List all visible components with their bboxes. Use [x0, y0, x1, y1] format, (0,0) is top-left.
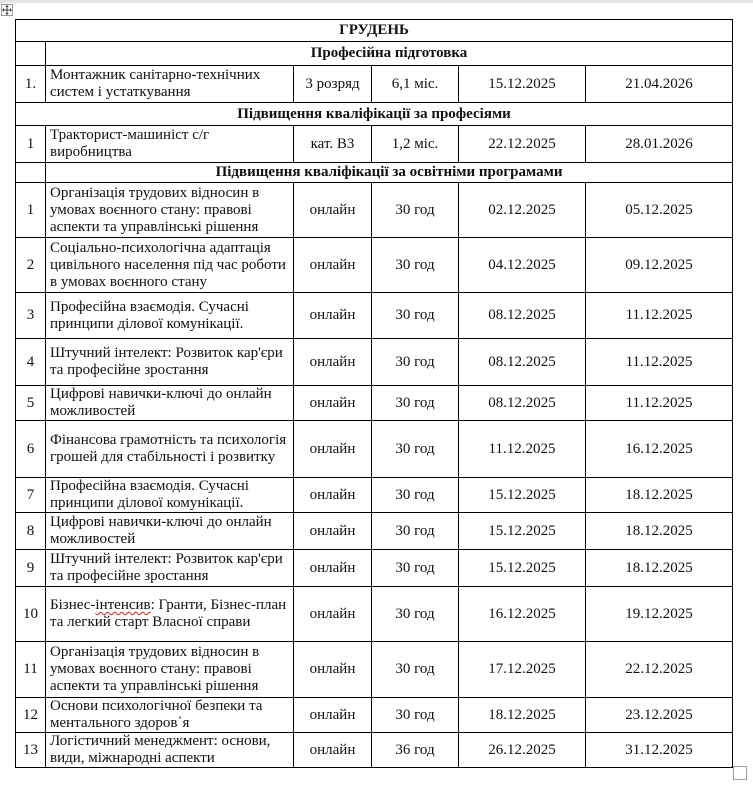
- course-name-suffix: : Гранти, Бізнес-план та легкий старт Власної справи: [50, 597, 287, 630]
- end-date: 11.12.2025: [586, 386, 733, 421]
- course-type: онлайн: [294, 183, 372, 238]
- table-row: [16, 386, 733, 421]
- section-title: Підвищення кваліфікації за професіями: [16, 103, 733, 126]
- course-type: онлайн: [294, 478, 372, 513]
- row-number: 13: [16, 733, 46, 768]
- section-title: Професійна підготовка: [46, 42, 733, 66]
- course-name: Монтажник санітарно-технічних систем і устаткування: [46, 66, 294, 103]
- schedule-table: [15, 19, 733, 768]
- course-type: онлайн: [294, 293, 372, 339]
- end-date: 28.01.2026: [586, 126, 733, 163]
- start-date: 15.12.2025: [459, 66, 586, 103]
- course-duration: 36 год: [372, 733, 459, 768]
- course-type: кат. В3: [294, 126, 372, 163]
- start-date: 04.12.2025: [459, 238, 586, 293]
- row-number: 1: [16, 183, 46, 238]
- table-row: [16, 733, 733, 768]
- table-row: [16, 513, 733, 550]
- course-name: [46, 587, 294, 642]
- course-name: Соціально-психологічна адаптація цивільного населення під час роботи в умовах воєнного стану: [46, 238, 294, 293]
- course-name: Професійна взаємодія. Сучасні принципи ділової комунікації.: [46, 293, 294, 339]
- course-duration: 30 год: [372, 642, 459, 698]
- table-row: [16, 478, 733, 513]
- course-name: Цифрові навички-ключі до онлайн можливостей: [46, 513, 294, 550]
- row-number: 6: [16, 421, 46, 478]
- course-duration: 30 год: [372, 478, 459, 513]
- start-date: 15.12.2025: [459, 478, 586, 513]
- month-header-row: [16, 20, 733, 42]
- start-date: 22.12.2025: [459, 126, 586, 163]
- course-name: Штучний інтелект: Розвиток кар'єри та професійне зростання: [46, 550, 294, 587]
- section-number-cell: [16, 163, 46, 183]
- table-row: [16, 183, 733, 238]
- row-number: 2: [16, 238, 46, 293]
- course-name: Фінансова грамотність та психологія грошей для стабільності і розвитку: [46, 421, 294, 478]
- start-date: 26.12.2025: [459, 733, 586, 768]
- table-row: [16, 587, 733, 642]
- table-row: [16, 238, 733, 293]
- course-type: онлайн: [294, 698, 372, 733]
- course-duration: 30 год: [372, 386, 459, 421]
- course-type: онлайн: [294, 513, 372, 550]
- spellcheck-flagged-word[interactable]: інтенсив: [95, 597, 151, 613]
- course-duration: 30 год: [372, 550, 459, 587]
- section-number-cell: [16, 42, 46, 66]
- course-name: Цифрові навички-ключі до онлайн можливостей: [46, 386, 294, 421]
- course-duration: 30 год: [372, 293, 459, 339]
- row-number: 10: [16, 587, 46, 642]
- course-name: Професійна взаємодія. Сучасні принципи ділової комунікації.: [46, 478, 294, 513]
- end-date: 18.12.2025: [586, 550, 733, 587]
- course-name: Організація трудових відносин в умовах воєнного стану: правові аспекти та управлінські рішення: [46, 642, 294, 698]
- course-duration: 30 год: [372, 183, 459, 238]
- start-date: 17.12.2025: [459, 642, 586, 698]
- course-duration: 30 год: [372, 339, 459, 386]
- row-number: 1: [16, 126, 46, 163]
- start-date: 18.12.2025: [459, 698, 586, 733]
- section-header-row: [16, 42, 733, 66]
- start-date: 16.12.2025: [459, 587, 586, 642]
- course-duration: 1,2 міс.: [372, 126, 459, 163]
- end-date: 16.12.2025: [586, 421, 733, 478]
- start-date: 15.12.2025: [459, 513, 586, 550]
- course-type: онлайн: [294, 587, 372, 642]
- table-move-icon[interactable]: [1, 4, 13, 16]
- end-date: 09.12.2025: [586, 238, 733, 293]
- table-row: [16, 126, 733, 163]
- start-date: 11.12.2025: [459, 421, 586, 478]
- end-date: 18.12.2025: [586, 478, 733, 513]
- course-name: Штучний інтелект: Розвиток кар'єри та професійне зростання: [46, 339, 294, 386]
- table-row: [16, 293, 733, 339]
- start-date: 15.12.2025: [459, 550, 586, 587]
- course-type: онлайн: [294, 339, 372, 386]
- top-strip: [0, 0, 753, 3]
- end-date: 19.12.2025: [586, 587, 733, 642]
- end-date: 21.04.2026: [586, 66, 733, 103]
- end-date: 22.12.2025: [586, 642, 733, 698]
- course-duration: 30 год: [372, 513, 459, 550]
- course-type: онлайн: [294, 421, 372, 478]
- table-row: [16, 698, 733, 733]
- course-duration: 30 год: [372, 587, 459, 642]
- row-number: 8: [16, 513, 46, 550]
- start-date: 08.12.2025: [459, 339, 586, 386]
- row-number: 7: [16, 478, 46, 513]
- course-name: Логістичний менеджмент: основи, види, міжнародні аспекти: [46, 733, 294, 768]
- end-date: 05.12.2025: [586, 183, 733, 238]
- course-duration: 6,1 міс.: [372, 66, 459, 103]
- row-number: 3: [16, 293, 46, 339]
- course-name: Тракторист-машиніст с/г виробництва: [46, 126, 294, 163]
- start-date: 08.12.2025: [459, 293, 586, 339]
- table-row: [16, 339, 733, 386]
- end-date: 18.12.2025: [586, 513, 733, 550]
- table-row: [16, 421, 733, 478]
- row-number: 9: [16, 550, 46, 587]
- course-name: Основи психологічної безпеки та ментального здоров᾽я: [46, 698, 294, 733]
- course-duration: 30 год: [372, 698, 459, 733]
- end-date: 11.12.2025: [586, 293, 733, 339]
- course-type: онлайн: [294, 550, 372, 587]
- course-type: онлайн: [294, 386, 372, 421]
- table-row: [16, 642, 733, 698]
- row-number: 12: [16, 698, 46, 733]
- end-date: 11.12.2025: [586, 339, 733, 386]
- course-duration: 30 год: [372, 421, 459, 478]
- move-arrows-icon: [2, 5, 12, 15]
- table-row: [16, 550, 733, 587]
- course-type: онлайн: [294, 642, 372, 698]
- table-row: [16, 66, 733, 103]
- section-header-row: [16, 163, 733, 183]
- course-name-prefix: Бізнес-: [50, 597, 96, 613]
- course-duration: 30 год: [372, 238, 459, 293]
- end-date: 31.12.2025: [586, 733, 733, 768]
- row-number: 4: [16, 339, 46, 386]
- course-type: 3 розряд: [294, 66, 372, 103]
- start-date: 08.12.2025: [459, 386, 586, 421]
- month-header: ГРУДЕНЬ: [16, 20, 733, 42]
- start-date: 02.12.2025: [459, 183, 586, 238]
- row-number: 11: [16, 642, 46, 698]
- row-number: 5: [16, 386, 46, 421]
- end-date: 23.12.2025: [586, 698, 733, 733]
- row-number: 1.: [16, 66, 46, 103]
- section-title: Підвищення кваліфікації за освітніми програмами: [46, 163, 733, 183]
- section-header-row: [16, 103, 733, 126]
- course-name: Організація трудових відносин в умовах воєнного стану: правові аспекти та управлінські рішення: [46, 183, 294, 238]
- course-type: онлайн: [294, 733, 372, 768]
- course-type: онлайн: [294, 238, 372, 293]
- table-resize-icon[interactable]: [733, 766, 747, 780]
